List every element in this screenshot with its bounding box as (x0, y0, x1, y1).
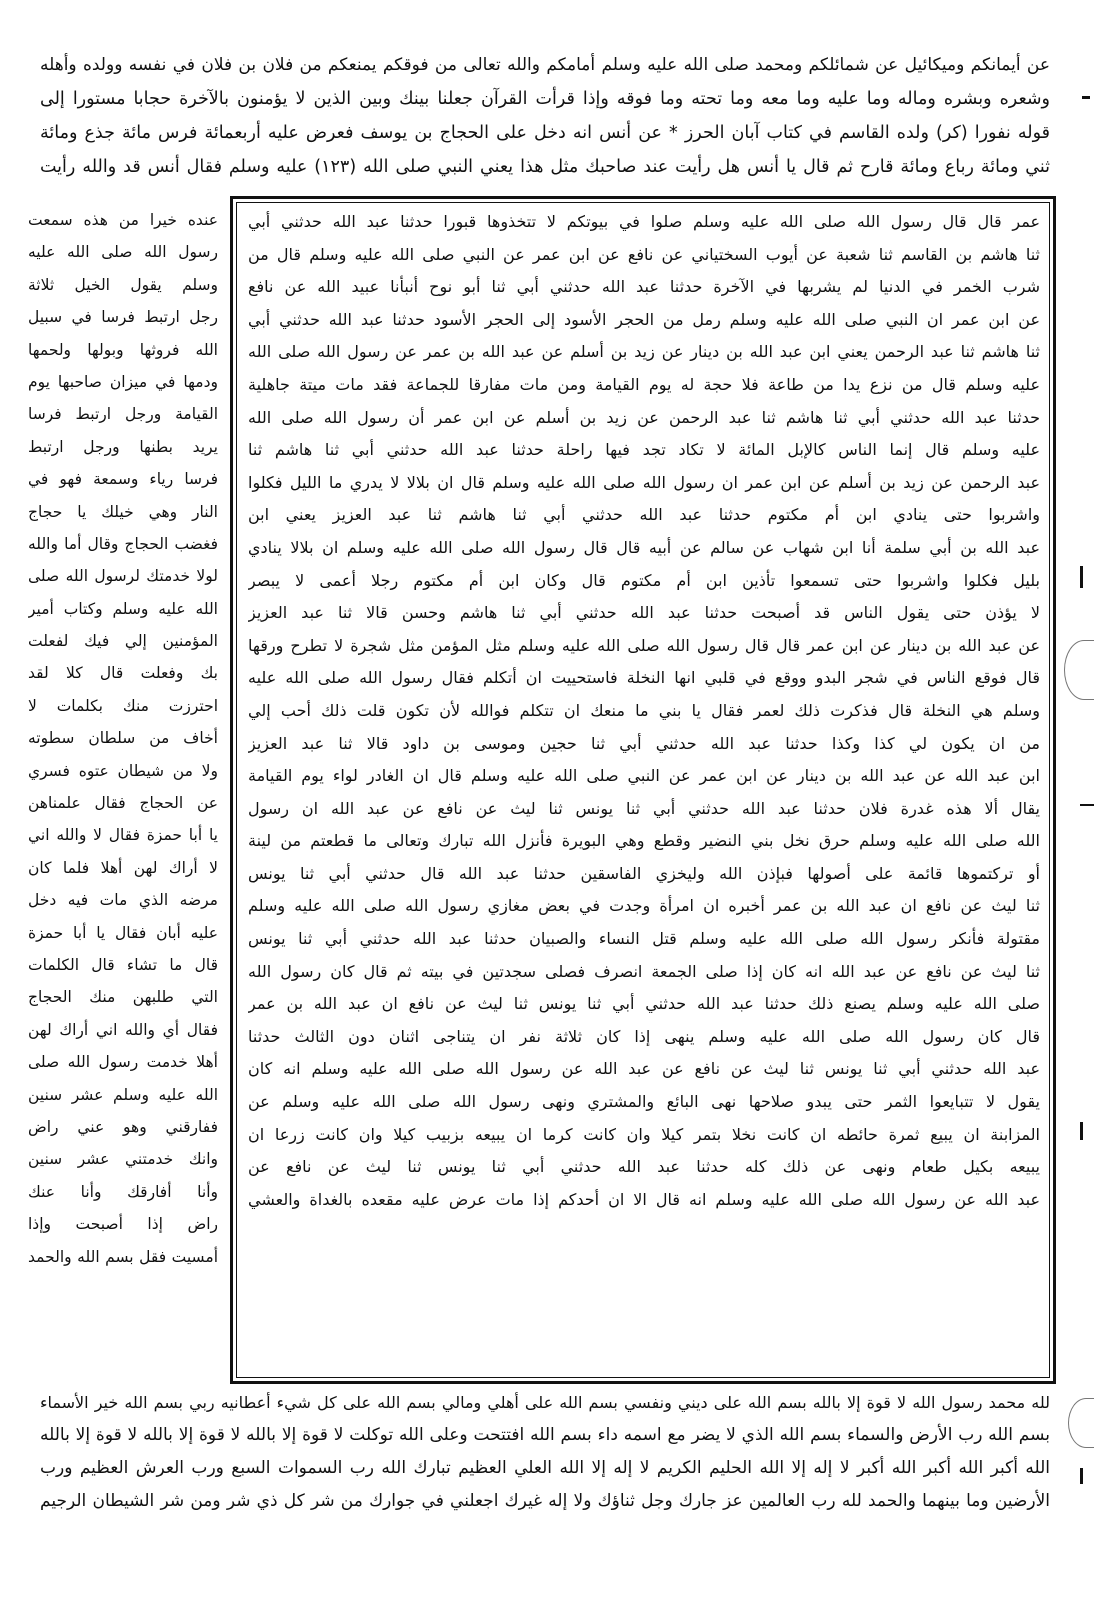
main-line: ثنا هاشم ثنا عبد الرحمن يعني ابن عبد الله بن دينار عن زيد بن أسلم عن عبد الله بن عمر عن رسول الله صلى الله (248, 342, 1040, 362)
main-line: عليه وسلم قال من نزع يدا من طاعة فلا حجة له يوم القيامة ومن مات مفارقا للجماعة فقد مات ميتة جاهلية (248, 374, 1040, 394)
main-line: ثنا ليث عن نافع ان عبد الله بن عمر أخبره ان امرأة وجدت في بعض مغازي رسول الله صلى الله عليه وسلم (248, 896, 1040, 916)
bottom-line: الأرضين وما بينهما والحمد لله رب العالمين عز جارك وجل ثناؤك ولا إله غيرك اجعلني في جوارك من شر كل ذي شر ومن شر الشيطان الرجيم (40, 1491, 1050, 1511)
bottom-line: الله أكبر الله أكبر الله أكبر لا إله إلا الله الحليم الكريم لا إله إلا الله العلي العظيم تبارك الله رب السموات السبع ورب العرش العظيم ورب (40, 1458, 1050, 1478)
margin-line: عنده خيرا من هذه سمعت (28, 211, 218, 229)
main-line: قال كان رسول الله صلى الله عليه وسلم ينهى إذا كان ثلاثة نفر ان يتناجى اثنان دون الثالث حدثنا (248, 1026, 1040, 1046)
main-text-block (248, 206, 1040, 1216)
margin-line: لا أراك لهن أهلا فلما كان (28, 858, 218, 877)
main-line: لا يؤذن حتى يقول الناس قد أصبحت حدثنا عبد الله حدثني أبي ثنا هاشم وحسن قالا ثنا عبد العزيز (248, 603, 1040, 623)
main-line: عمر قال قال رسول الله صلى الله عليه وسلم صلوا في بيوتكم لا تتخذوها قبورا حدثنا عبد الله حدثني أبي (248, 212, 1040, 231)
margin-line: مرضه الذي مات فيه دخل (28, 891, 218, 910)
main-line: شرب الخمر في الدنيا لم يشربها في الآخرة حدثنا عبد الله حدثني أبي ثنا أبو نوح أنبأنا عبيد الله عن نافع (248, 277, 1040, 297)
main-line: عبد الرحمن عن زيد بن أسلم عن ابن عمر ان رسول الله صلى الله عليه وسلم قال ان بلالا لا يدري ما الليل فكلوا (248, 472, 1040, 492)
main-line: ثنا هاشم بن القاسم ثنا شعبة عن أيوب السختياني عن نافع عن ابن عمر عن النبي صلى الله عليه وسلم قال من (248, 244, 1040, 264)
margin-line: عن الحجاج فقال علمناهن (28, 794, 218, 813)
scan-edge-circle (1068, 1398, 1094, 1448)
margin-line: بك وفعلت قال كلا لقد (28, 664, 218, 683)
margin-line: لولا خدمتك لرسول الله صلى (28, 567, 218, 586)
scan-edge-mark (1080, 804, 1094, 806)
main-line: عليه وسلم قال إنما الناس كالإبل المائة لا تكاد تجد فيها راحلة حدثنا عبد الله حدثني أبي ثنا هاشم ثنا (248, 440, 1040, 460)
margin-line: رسول الله صلى الله عليه (28, 243, 218, 262)
margin-line: رجل ارتبط فرسا في سبيل (28, 308, 218, 327)
main-line: الله صلى الله عليه وسلم حرق نخل بني النضير وقطع وهي البويرة فأنزل الله تبارك وتعالى ما قطعتم من لينة (248, 831, 1040, 851)
margin-line: النار وهي خيلك يا حجاج (28, 502, 218, 521)
main-line: عن عبد الله بن دينار عن ابن عمر قال قال رسول الله صلى الله عليه وسلم مثل المؤمن مثل شجرة لا تطرح ورقها (248, 635, 1040, 655)
margin-line: ففارقني وهو عني راض (28, 1117, 218, 1136)
margin-line: الله عليه وسلم عشر سنين (28, 1085, 218, 1104)
main-line: قال فوقع الناس في شجر البدو ووقع في قلبي انها النخلة فاستحييت ان أتكلم فقال رسول الله صلى الله عليه (248, 668, 1040, 688)
margin-line: الله فروثها وبولها ولحمها (28, 340, 218, 359)
margin-line: ودمها في ميزان صاحبها يوم (28, 372, 218, 391)
scan-edge-mark (1080, 1468, 1083, 1484)
margin-line: وأنا أفارقك وأنا عنك (28, 1182, 218, 1201)
margin-line: فغضب الحجاج وقال أما والله (28, 534, 218, 553)
main-line: يقول لا تتبايعوا الثمر حتى يبدو صلاحها نهى البائع والمشتري ونهى رسول الله صلى الله عليه وسلم عن (248, 1092, 1040, 1112)
main-line: المزابنة ان يبيع ثمرة حائطه ان كانت نخلا بتمر كيلا وان كانت كرما ان يبيعه بزبيب كيلا وان كانت زرعا ان (248, 1124, 1040, 1144)
main-line: يبيعه بكيل طعام ونهى عن ذلك كله حدثنا عبد الله حدثني أبي ثنا يونس ثنا ليث عن نافع عن (248, 1157, 1040, 1177)
scan-edge-mark (1080, 1122, 1083, 1140)
main-line: عبد الله حدثني أبي ثنا يونس ثنا ليث عن نافع عن عبد الله عن رسول الله صلى الله عليه وسلم انه كان (248, 1059, 1040, 1079)
margin-line: يريد بطنها ورجل ارتبط (28, 437, 218, 456)
scan-edge-mark (1082, 96, 1090, 99)
margin-line: المؤمنين إلي فيك لفعلت (28, 632, 218, 651)
top-line: عن أيمانكم وميكائيل عن شمائلكم ومحمد صلى الله عليه وسلم أمامكم والله تعالى من فوقكم يمنعكم من فلان بن فلان في نفسه وولده وأهله (40, 55, 1050, 75)
main-line: عبد الله بن أبي سلمة أنا ابن شهاب عن سالم عن أبيه قال قال رسول الله صلى الله عليه وسلم ان بلالا ينادي (248, 537, 1040, 557)
main-line: مقتولة فأنكر رسول الله صلى الله عليه وسلم قتل النساء والصبيان حدثنا عبد الله حدثني أبي ثنا يونس (248, 929, 1040, 949)
margin-line: عليه أبان فقال يا أبا حمزة (28, 923, 218, 942)
margin-line: ولا من شيطان عتوه فسري (28, 761, 218, 780)
main-line: ابن عبد الله عن عبد الله بن دينار عن ابن عمر عن النبي صلى الله عليه وسلم قال ان الغادر لواء يوم القيامة (248, 766, 1040, 786)
main-line: حدثنا عبد الله حدثني أبي ثنا هاشم ثنا عبد الرحمن عن زيد بن أسلم عن ابن عمر أن رسول الله صلى الله (248, 407, 1040, 427)
main-line: واشربوا حتى ينادي ابن أم مكتوم حدثنا عبد الله حدثني أبي ثنا هاشم ثنا عبد العزيز يعني ابن (248, 505, 1040, 525)
margin-line: أهلا خدمت رسول الله صلى (28, 1053, 218, 1072)
margin-line: فرسا رياء وسمعة فهو في (28, 470, 218, 489)
main-line: عبد الله عن رسول الله صلى الله عليه وسلم انه قال الا ان أحدكم إذا مات عرض عليه مقعده بالغداة والعشي (248, 1189, 1040, 1209)
scan-edge-mark (1080, 566, 1083, 588)
margin-line: احترزت منك بكلمات لا (28, 696, 218, 715)
bottom-line: بسم الله رب الأرض والسماء بسم الله الذي لا يضر مع اسمه داء بسم الله افتتحت وعلى الله توكلت لا قوة إلا بالله لا قوة إلا بالله لا قوة إلا بالله (40, 1425, 1050, 1445)
top-line: ثني ومائة رباع ومائة قارح ثم قال يا أنس هل رأيت عند صاحبك مثل هذا يعني النبي صلى الله (١٢٣) عليه وسلم فقال أنس قد والله رأيت (40, 157, 1050, 177)
main-line: بليل فكلوا واشربوا حتى تسمعوا تأذين ابن أم مكتوم قال وكان ابن أم مكتوم رجلا أعمى لا يبصر (248, 570, 1040, 590)
main-line: وسلم هي النخلة قال فذكرت ذلك لعمر فقال يا بني ما منعك ان تتكلم فوالله لأن تكون قلت ذلك أحب إلي (248, 700, 1040, 720)
main-line: أو تركتموها قائمة على أصولها فبإذن الله وليخزي الفاسقين حدثنا عبد الله قال حدثني أبي ثنا يونس (248, 863, 1040, 883)
margin-line: أمسيت فقل بسم الله والحمد (28, 1247, 218, 1266)
scan-edge-circle (1064, 640, 1094, 700)
bottom-text-block (40, 1386, 1050, 1518)
margin-line: أخاف من سلطان سطوته (28, 729, 218, 748)
margin-line: قال ما تشاء قال الكلمات (28, 955, 218, 974)
main-line: عن ابن عمر ان النبي صلى الله عليه وسلم رمل من الحجر الأسود إلى الحجر الأسود حدثنا عبد الله حدثني أبي (248, 309, 1040, 329)
bottom-line: لله محمد رسول الله لا قوة إلا بالله بسم الله على ديني ونفسي بسم الله على أهلي ومالي بسم الله على كل شيء أعطانيه ربي بسم الله خير الأسماء (40, 1393, 1050, 1412)
margin-line: التي طلبهن منك الحجاج (28, 988, 218, 1007)
main-line: ثنا ليث عن نافع عن عبد الله انه كان إذا صلى الجمعة انصرف فصلى سجدتين في بيته ثم قال كان رسول الله (248, 961, 1040, 981)
margin-text-block (28, 204, 218, 1273)
margin-line: فقال أي والله اني أراك لهن (28, 1020, 218, 1039)
top-text-block (40, 48, 1050, 184)
margin-line: الله عليه وسلم وكتاب أمير (28, 599, 218, 618)
top-line: وشعره وبشره وماله وما عليه وما معه وما تحته وما فوقه وإذا قرأت القرآن جعلنا بينك وبين الذين لا يؤمنون بالآخرة حجابا مستورا إلى (40, 89, 1050, 109)
margin-line: وانك خدمتني عشر سنين (28, 1150, 218, 1169)
margin-line: القيامة ورجل ارتبط فرسا (28, 405, 218, 424)
main-line: يقال ألا هذه غدرة فلان حدثنا عبد الله حدثني أبي ثنا يونس ثنا ليث عن نافع عن عبد الله ان رسول (248, 798, 1040, 818)
main-line: صلى الله عليه وسلم يصنع ذلك حدثنا عبد الله حدثني أبي ثنا يونس ثنا ليث عن نافع ان عبد الله بن عمر (248, 994, 1040, 1014)
main-line: من ان يكون لي كذا وكذا حدثنا عبد الله حدثني أبي ثنا حجين وموسى بن داود قالا ثنا عبد العزيز (248, 733, 1040, 753)
margin-line: يا أبا حمزة فقال لا والله اني (28, 826, 218, 845)
top-line: قوله نفورا (كر) ولده القاسم في كتاب آبان الحرز * عن أنس انه دخل على الحجاج بن يوسف فعرض عليه أربعمائة فرس مائة جذع ومائة (40, 123, 1050, 143)
margin-line: راض إذا أصبحت وإذا (28, 1215, 218, 1234)
margin-line: وسلم يقول الخيل ثلاثة (28, 275, 218, 294)
